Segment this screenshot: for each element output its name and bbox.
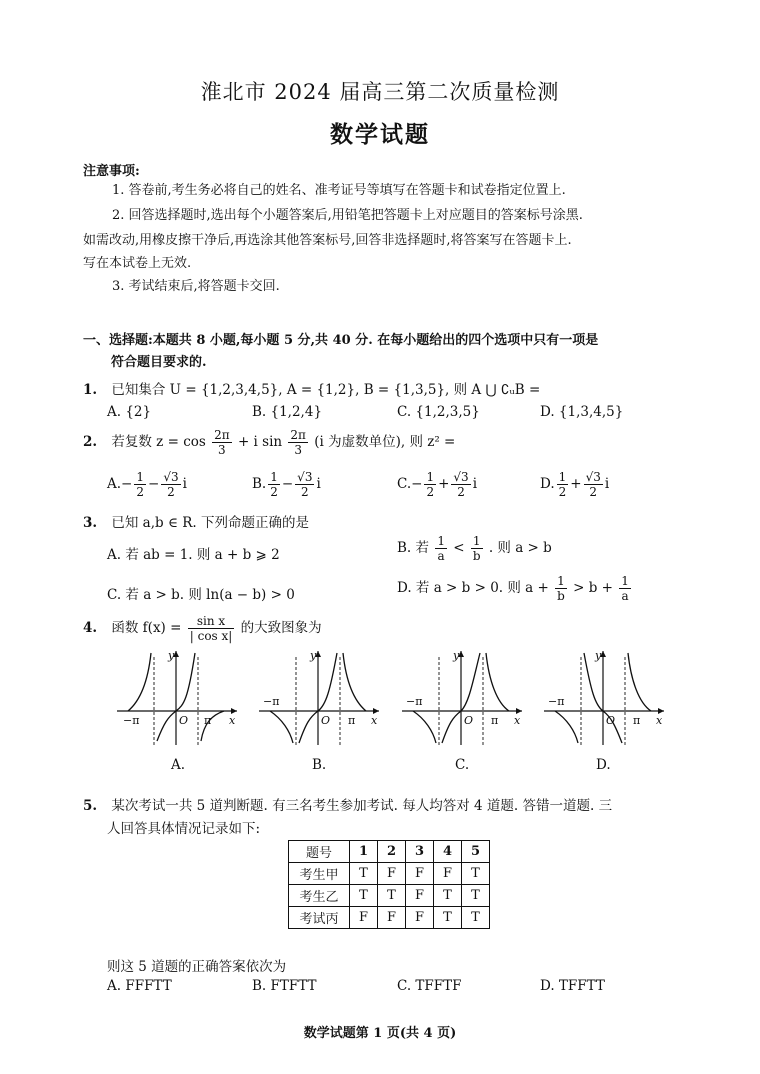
table-header-row	[289, 841, 490, 863]
imaginary-unit: i	[316, 476, 321, 492]
q2-suffix: (i 为虚数单位), 则 z² =	[314, 434, 456, 450]
table-cell: 考生甲	[289, 863, 350, 885]
q3-option-a: A. 若 ab = 1. 则 a + b ⩾ 2	[107, 547, 280, 563]
x-axis-label: x	[371, 714, 378, 727]
q3-option-c: C. 若 a > b. 则 ln(a − b) > 0	[107, 587, 295, 603]
question-2	[83, 428, 455, 457]
fraction	[288, 428, 308, 457]
question-number: 2.	[83, 434, 98, 450]
answer-table	[288, 840, 490, 929]
imaginary-unit: i	[472, 476, 478, 492]
q1-option-c: C. {1,2,3,5}	[397, 404, 480, 420]
fraction	[619, 574, 631, 603]
q2-mid: + i sin	[237, 434, 283, 450]
numerator: √3	[163, 470, 179, 484]
fraction	[451, 470, 470, 499]
numerator: 1	[471, 534, 483, 549]
table-cell: F	[406, 907, 434, 929]
table-cell: 4	[434, 841, 462, 863]
q1-option-d: D. {1,3,4,5}	[540, 404, 624, 420]
neg-pi-label: −π	[406, 695, 423, 708]
imaginary-unit: i	[182, 476, 187, 492]
sign: −	[148, 476, 160, 492]
denominator: 3	[294, 443, 302, 457]
q2-option-c	[397, 470, 477, 499]
neg-pi-label: −π	[548, 695, 565, 708]
option-prefix: B. 若	[397, 540, 430, 556]
fraction	[134, 470, 146, 499]
graph-c	[400, 645, 530, 750]
table-row	[289, 863, 490, 885]
table-cell: F	[350, 907, 378, 929]
denominator: 2	[270, 485, 278, 499]
question-text-line-1: 某次考试一共 5 道判断题. 有三名考生参加考试. 每人均答对 4 道题. 答错一道题. 三	[111, 798, 613, 814]
q2-option-d	[540, 470, 609, 499]
origin-label: O	[321, 714, 331, 727]
question-number: 5.	[83, 798, 98, 814]
table-cell: T	[350, 863, 378, 885]
q5-question: 则这 5 道题的正确答案依次为	[107, 959, 287, 975]
function-curve-3	[343, 653, 366, 711]
pi-label: π	[491, 714, 499, 727]
table-cell: T	[462, 907, 490, 929]
function-curve-1	[413, 711, 436, 743]
denominator: 2	[300, 485, 309, 499]
denominator: b	[557, 589, 565, 603]
question-text-line-2: 人回答具体情况记录如下:	[107, 821, 261, 837]
origin-label: O	[179, 714, 189, 727]
x-axis-label: x	[514, 714, 521, 727]
numerator: 1	[426, 470, 435, 484]
table-cell: T	[350, 885, 378, 907]
table-cell: 1	[350, 841, 378, 863]
denominator: | cos x|	[189, 629, 233, 643]
q5-option-a: A. FFFTT	[107, 978, 172, 994]
table-cell: 考试丙	[289, 907, 350, 929]
denominator: a	[621, 589, 629, 603]
denominator: 2	[457, 485, 465, 499]
q1-option-b: B. {1,2,4}	[252, 404, 323, 420]
table-cell: 2	[378, 841, 406, 863]
table-cell: F	[406, 863, 434, 885]
q2-option-a	[107, 470, 187, 499]
question-number: 4.	[83, 620, 98, 636]
table-cell: T	[434, 907, 462, 929]
fraction	[435, 534, 447, 563]
pi-label: π	[633, 714, 641, 727]
section-heading	[83, 330, 598, 374]
question-text: 已知集合 U = {1,2,3,4,5}, A = {1,2}, B = {1,3,5}, 则 A ⋃ ∁ᵤB =	[111, 382, 541, 398]
q3-option-d	[397, 574, 633, 603]
denominator: 2	[426, 485, 435, 499]
q4-suffix: 的大致图象为	[240, 620, 322, 636]
numerator: 2π	[214, 428, 230, 442]
function-curve-1	[555, 711, 578, 743]
section-heading-line-2: 符合题目要求的.	[111, 355, 207, 370]
table-row	[289, 885, 490, 907]
q5-option-d: D. TFFTT	[540, 978, 605, 994]
subject-title: 数学试题	[330, 121, 430, 148]
option-suffix: . 则 a > b	[488, 540, 552, 556]
denominator: 3	[218, 443, 226, 457]
table-cell: 考生乙	[289, 885, 350, 907]
numerator: 2π	[290, 428, 306, 442]
numerator: √3	[453, 470, 469, 484]
option-letter: B.	[252, 476, 267, 492]
numerator: sin x	[188, 614, 235, 629]
table-cell: F	[378, 863, 406, 885]
numerator: 1	[437, 534, 445, 548]
sign: −	[121, 476, 133, 492]
sign: −	[411, 476, 423, 492]
note-item-2-line-1: 2. 回答选择题时,选出每个小题答案后,用铅笔把答题卡上对应题目的答案标号涂黑.	[112, 208, 583, 223]
question-number: 1.	[83, 382, 98, 398]
question-1	[83, 378, 540, 398]
table-cell: F	[378, 907, 406, 929]
function-curve-1	[128, 653, 151, 711]
graph-label-c: C.	[455, 757, 470, 773]
numerator: 1	[555, 574, 567, 589]
origin-label: O	[464, 714, 474, 727]
section-heading-line-1: 一、选择题:本题共 8 小题,每小题 5 分,共 40 分. 在每小题给出的四个选项中只有一项是	[83, 333, 599, 348]
x-axis-label: x	[656, 714, 663, 727]
table-cell: T	[462, 885, 490, 907]
option-prefix: D. 若 a > b > 0. 则 a +	[397, 580, 549, 596]
x-axis-label: x	[229, 714, 236, 727]
q4-prefix: 函数 f(x) =	[111, 620, 182, 636]
denominator: b	[472, 549, 481, 563]
denominator: 2	[589, 485, 598, 499]
option-letter: C.	[397, 476, 412, 492]
function-curve-3	[628, 653, 651, 711]
y-axis-label: y	[168, 649, 175, 662]
table-cell: 3	[406, 841, 434, 863]
q1-option-a: A. {2}	[107, 404, 152, 420]
q5-option-c: C. TFFTF	[397, 978, 462, 994]
option-letter: D.	[540, 476, 555, 492]
graph-d	[542, 645, 672, 750]
note-item-2-line-3: 写在本试卷上无效.	[83, 256, 192, 271]
sign: +	[438, 476, 450, 492]
numerator: √3	[585, 470, 601, 484]
fraction	[557, 470, 569, 499]
denominator: 2	[558, 485, 567, 499]
fraction	[268, 470, 280, 499]
numerator: 1	[270, 470, 278, 484]
denominator: a	[437, 549, 445, 563]
table-row	[289, 907, 490, 929]
pi-label: π	[348, 714, 356, 727]
denominator: 2	[136, 485, 144, 499]
note-item-1: 1. 答卷前,考生务必将自己的姓名、准考证号等填写在答题卡和试卷指定位置上.	[112, 183, 566, 198]
table-cell: 5	[462, 841, 490, 863]
table-cell: F	[406, 885, 434, 907]
neg-pi-label: −π	[263, 695, 280, 708]
question-4	[83, 614, 322, 643]
question-text: 已知 a,b ∈ R. 下列命题正确的是	[111, 515, 309, 531]
imaginary-unit: i	[604, 476, 610, 492]
y-axis-label: y	[453, 649, 460, 662]
table-cell: T	[462, 863, 490, 885]
fraction	[471, 534, 483, 563]
function-curve-1	[270, 711, 293, 743]
y-axis-label: y	[310, 649, 317, 662]
fraction	[584, 470, 603, 499]
table-cell: F	[434, 863, 462, 885]
less-than: <	[453, 540, 465, 556]
question-5	[83, 794, 612, 814]
numerator: 1	[136, 470, 144, 484]
question-number: 3.	[83, 515, 98, 531]
table-cell: 题号	[289, 841, 350, 863]
denominator: 2	[167, 485, 175, 499]
numerator: √3	[297, 470, 313, 484]
exam-title: 淮北市 2024 届高三第二次质量检测	[200, 80, 560, 104]
graph-label-a: A.	[171, 757, 186, 773]
graph-label-d: D.	[596, 757, 611, 773]
q5-option-b: B. FTFTT	[252, 978, 317, 994]
origin-label: O	[606, 714, 616, 727]
fraction	[212, 428, 232, 457]
note-item-2-line-2: 如需改动,用橡皮擦干净后,再选涂其他答案标号,回答非选择题时,将答案写在答题卡上.	[83, 233, 572, 248]
pi-label: π	[204, 714, 212, 727]
sign: +	[570, 476, 582, 492]
graph-b	[257, 645, 387, 750]
option-letter: A.	[107, 476, 122, 492]
page-footer: 数学试题第 1 页(共 4 页)	[303, 1026, 457, 1041]
fraction	[424, 470, 436, 499]
table-cell: T	[434, 885, 462, 907]
function-curve-3	[486, 653, 509, 711]
fraction	[188, 614, 235, 643]
option-mid: > b +	[573, 580, 613, 596]
q2-option-b	[252, 470, 321, 499]
numerator: 1	[558, 470, 567, 484]
fraction	[555, 574, 567, 603]
q3-option-b	[397, 534, 552, 563]
fraction	[295, 470, 314, 499]
notes-heading: 注意事项:	[83, 164, 140, 179]
graph-label-b: B.	[312, 757, 327, 773]
question-3	[83, 511, 309, 531]
sign: −	[281, 476, 294, 492]
note-item-3: 3. 考试结束后,将答题卡交回.	[112, 279, 280, 294]
graph-a	[115, 645, 245, 750]
table-cell: T	[378, 885, 406, 907]
fraction	[161, 470, 180, 499]
y-axis-label: y	[595, 649, 602, 662]
numerator: 1	[621, 574, 629, 588]
q2-prefix: 若复数 z = cos	[111, 434, 206, 450]
neg-pi-label: −π	[123, 714, 140, 727]
